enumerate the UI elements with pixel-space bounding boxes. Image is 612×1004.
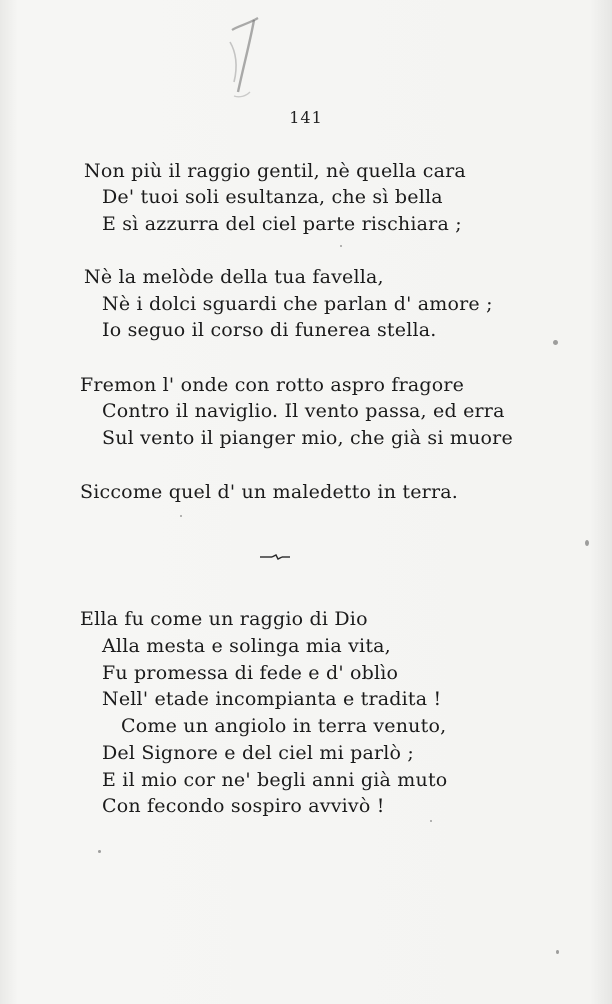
verse-line: E sì azzurra del ciel parte rischiara ; [102,213,462,235]
verse-line: Non più il raggio gentil, nè quella cara [84,160,466,182]
verse-line: Del Signore e del ciel mi parlò ; [102,742,415,764]
verse-line: Nè la melòde della tua favella, [84,266,384,288]
verse-line: Siccome quel d' un maledetto in terra. [80,481,458,503]
handwritten-mark [224,12,264,102]
verse-line: Nè i dolci sguardi che parlan d' amore ; [102,293,493,315]
paper-speck [553,340,558,345]
paper-speck [98,850,101,853]
paper-speck [556,950,559,954]
verse-line: Sul vento il pianger mio, che già si muore [102,427,513,449]
verse-line: Con fecondo sospiro avvivò ! [102,795,385,817]
verse-line: Alla mesta e solinga mia vita, [102,635,391,657]
verse-line: Come un angiolo in terra venuto, [121,715,447,737]
verse-line: Fremon l' onde con rotto aspro fragore [80,374,465,396]
verse-line: De' tuoi soli esultanza, che sì bella [102,186,443,208]
paper-speck [340,245,342,247]
verse-line: Ella fu come un raggio di Dio [80,608,368,630]
verse-line: Contro il naviglio. Il vento passa, ed erra [102,400,505,422]
verse-line: Fu promessa di fede e d' oblìo [102,662,399,684]
paper-speck [180,515,182,517]
verse-line: E il mio cor ne' begli anni già muto [102,769,448,791]
page-number: 141 [289,108,323,127]
paper-speck [585,540,589,546]
paper-speck [430,820,432,822]
verse-line: Nell' etade incompianta e tradita ! [102,688,442,710]
section-divider-ornament [258,552,292,562]
verse-line: Io seguo il corso di funerea stella. [102,319,437,341]
